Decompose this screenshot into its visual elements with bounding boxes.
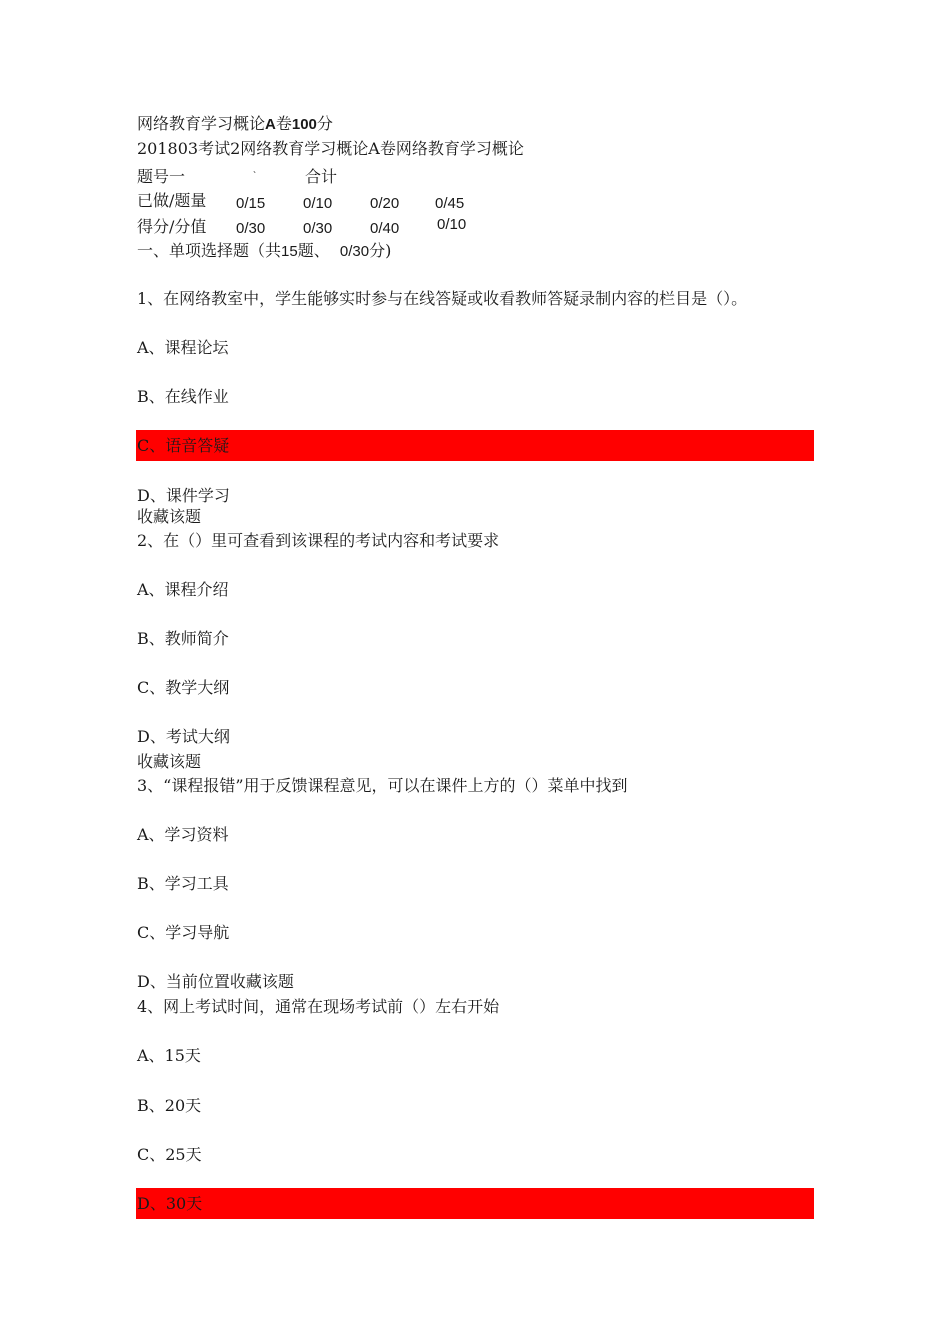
table-header-number: 题号一 [137, 167, 186, 186]
question-1-answer-highlight [136, 430, 814, 461]
question-2-option-b[interactable]: B、教师简介 [137, 629, 229, 648]
question-3-option-b[interactable]: B、学习工具 [137, 874, 229, 893]
document-subtitle: 201803考试2网络教育学习概论A卷网络教育学习概论 [137, 139, 524, 158]
question-3-option-d[interactable]: D、当前位置收藏该题 [137, 972, 294, 991]
title-paper-letter: A [265, 116, 276, 133]
table-cell-score-1: 0/30 [236, 220, 266, 237]
question-4-stem: 4、网上考试时间，通常在现场考试前（）左右开始 [137, 997, 500, 1016]
table-cell-done-2: 0/10 [303, 195, 333, 212]
question-2-option-a[interactable]: A、课程介绍 [137, 580, 229, 599]
document-title [137, 114, 333, 135]
section-heading-count: 15 [281, 243, 298, 260]
question-2-option-d[interactable]: D、考试大纲 [137, 727, 230, 746]
question-1-favorite-link[interactable]: 收藏该题 [137, 507, 202, 526]
title-prefix: 网络教育学习概论 [137, 114, 266, 133]
question-2-stem: 2、在（）里可查看到该课程的考试内容和考试要求 [137, 531, 500, 550]
question-1-option-b[interactable]: B、在线作业 [137, 387, 229, 406]
question-2-option-c[interactable]: C、教学大纲 [137, 678, 230, 697]
table-row-done-label: 已做/题量 [137, 191, 207, 210]
question-3-option-a[interactable]: A、学习资料 [137, 825, 229, 844]
title-paper-word: 卷 [275, 114, 292, 133]
question-1-option-a[interactable]: A、课程论坛 [137, 338, 229, 357]
question-4-option-c[interactable]: C、25天 [137, 1145, 202, 1164]
question-4-option-b[interactable]: B、20天 [137, 1096, 202, 1115]
section-heading-score: 0/30 [339, 243, 370, 260]
section-heading-e: 分) [369, 241, 392, 260]
table-cell-done-3: 0/20 [370, 195, 400, 212]
question-3-option-c[interactable]: C、学习导航 [137, 923, 230, 942]
section-heading-c: 题、 [297, 241, 330, 260]
table-cell-done-1: 0/15 [236, 195, 266, 212]
question-4-option-d[interactable]: D、30天 [137, 1194, 203, 1213]
question-3-stem: 3、“课程报错”用于反馈课程意见，可以在课件上方的（）菜单中找到 [137, 776, 628, 795]
question-1-stem: 1、在网络教室中，学生能够实时参与在线答疑或收看教师答疑录制内容的栏目是（）。 [137, 289, 748, 308]
table-row-score-label: 得分/分值 [137, 217, 207, 236]
question-4-answer-highlight [136, 1188, 814, 1219]
question-4-option-a[interactable]: A、15天 [137, 1046, 201, 1065]
title-score: 100 [291, 116, 317, 133]
table-cell-score-2: 0/30 [303, 220, 333, 237]
table-cell-done-total: 0/45 [435, 195, 465, 212]
title-score-unit: 分 [316, 114, 333, 133]
table-header-total: 合计 [305, 167, 338, 186]
table-cell-score-3: 0/40 [370, 220, 400, 237]
question-1-option-d[interactable]: D、课件学习 [137, 486, 230, 505]
question-2-favorite-link[interactable]: 收藏该题 [137, 752, 202, 771]
question-1-option-c[interactable]: C、语音答疑 [137, 436, 230, 455]
section-heading-a: 一、单项选择题（共 [137, 241, 282, 260]
section-heading [137, 241, 391, 262]
table-cell-score-total: 0/10 [437, 216, 467, 233]
table-header-mark: 、 [253, 165, 261, 174]
